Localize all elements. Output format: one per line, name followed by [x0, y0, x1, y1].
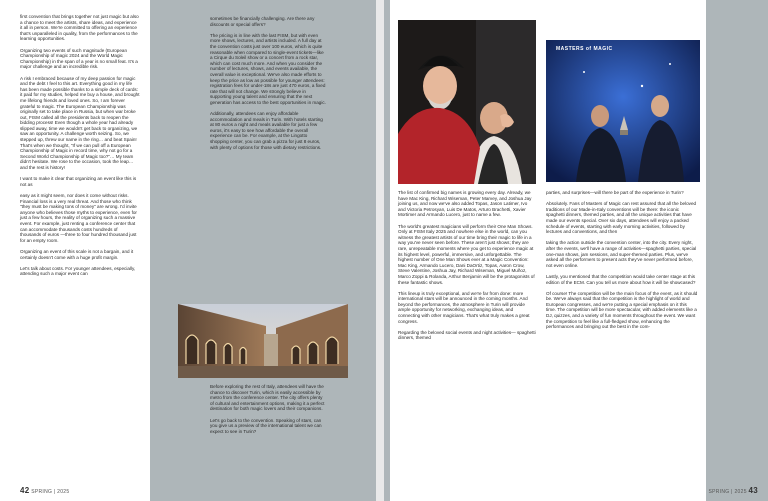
- paragraph: Regarding the beloved social events and night activities— spaghetti dinners, themed: [398, 329, 536, 341]
- paragraph: A risk I embraced because of my deep passion for magic and the debt I feel to this art. Everything good in my life has been made possible thanks to a simple deck of cards: it paid for my studies, helped me buy a house, and brought me lifelong friends and loved ones. So, I am forever grateful to magic. The European Championship was originally set to take place in Russia, but when war broke out, FISM called all the presidents back to reopen the bidding process! Even though a whole year had already slipped away, time we wouldn't get back to organizing, we saw an opportunity. A challenge worth seizing. So, we stepped up, threw our name in the ring… and beat Spain! That's when we thought, "If we can pull off a European Championship of Magic in record time, why not go for a Second World Championship of Magic too?"… My team didn't hesitate. We rose to the occasion, took the leap… and the rest is history!: [20, 75, 140, 171]
- right-page: [384, 0, 768, 501]
- paragraph: The pricing is in line with the last FISM, but with even more shows, lectures, and artists included. A full day at the convention costs just over 100 euros, which is quite reasonable when compared to single-event tickets—like a Cirque du Soleil show or a concert from a rock star, which can cost much more. And when you consider the number of lectures, shows, and events available, the overall value is exceptional. We've also made efforts to keep the price as low as possible for younger attendees: registration fees for under-18s are just 470 euros, a fixed rate that will not change. We strongly believe in supporting young talent and ensuring that the next generation has access to the best opportunities in magic.: [210, 32, 326, 105]
- paragraph: parties, and surprises—will there be part of the experience in Turin?: [546, 190, 684, 195]
- paragraph: first convention that brings together not just magic but also a chance to meet the artists, share ideas, and experience it all in person. We're committed to offering an experience that's unparalleled in quality, from the performances to the learning opportunities.: [20, 14, 139, 42]
- grey-edge-band-right: [706, 0, 768, 501]
- issue-label: SPRING | 2025: [708, 489, 747, 495]
- paragraph: Organizing an event of this scale is not a bargain, and it certainly doesn't come with a huge profit margin.: [20, 248, 134, 260]
- paragraph: Let's talk about costs. For younger attendees, especially, attending such a major event can: [20, 265, 136, 277]
- ornate-arcade-photo: [178, 304, 348, 378]
- paragraph: The list of confirmed big names is growing every day. Already, we have Mac King, Richard Wiseman, Peter Marvey, and Joshua Jay joining us, and now we've also added Topas, Jason Latimer, Ivo and Victoria Petrosyan, Luis De Matos, Arturo Brachetti, Xavier Mortimer and Armando Lucero, just to name a few.: [398, 190, 532, 218]
- paragraph: Let's go back to the convention. Speaking of stars, can you give us a preview of the international talent we can expect to see in Turin?: [210, 417, 322, 434]
- paragraph: Organizing two events of such magnitude (European Championship of magic 2024 and the World Magic Championship) in the span of a year is no small feat. It's a major challenge and an incredible risk.: [20, 47, 138, 70]
- page-gutter: [376, 0, 384, 501]
- paragraph: Lastly, you mentioned that the competition would take center stage at this edition of the ECM. Can you tell us more about how it will be showcased?: [546, 273, 696, 285]
- right-column-text-top: [210, 16, 326, 156]
- paragraph: Additionally, attendees can enjoy affordable accommodation and meals in Turin. With hotels starting at 80 euros a night and meals available for just a few euros, it's easy to see how affordable the overall experience can be. For example, at the Lingotto shopping center, you can grab a pizza for just 8 euros, with plenty of options for those with dietary restrictions.: [210, 111, 323, 150]
- magician-portrait-photo: [398, 20, 536, 184]
- page-footer-right: [709, 486, 758, 495]
- page-footer-left: [20, 486, 69, 495]
- paragraph: easy as it might seem, nor does it come without risks. Financial loss is a very real threat. And those who think "they must be making tons of money" are wrong. I'd invite anyone who believes those myths to experience, even for just a few hours, the reality of organizing such a massive event. For example, just renting a conference center that can accommodate thousands costs hundreds of thousands of euros —three to four hundred thousand just for an empty room.: [20, 193, 137, 243]
- right-column-text-bottom: [210, 384, 326, 440]
- paragraph: taking the action outside the convention center, into the city. Every night, after the events, we'll have a range of activities—spaghetti parties, special one-man shows, jam sessions, and super-themed parties. Plus, we've asked all the performers to present acts they've never performed before, not even online.: [546, 240, 697, 268]
- issue-label: SPRING | 2025: [31, 489, 70, 495]
- paragraph: This lineup is truly exceptional, and we're far from done: more international stars will be announced in the coming months. And beyond the performances, the atmosphere in Turin will provide ample opportunity for networking, exchanging ideas, and connecting with other magicians. That's what truly makes a great congress.: [398, 290, 530, 324]
- paragraph: The world's greatest magicians will perform their One Man Shows. Only at FISM Italy 2025 and nowhere else in the world, can you witness the greatest artists of our time bring their magic to life in a way you've never seen before. These aren't just shows; they are rare, unrepeatable moments where you get to experience magic at its highest level, powerful, immersive, and unforgettable. The highest number of One Man Shows ever at a Magic Convention: Mac King, Armando Lucero, Dani DaOrtiz, Topas, Aaron Crow, Steve Valentine, Joshua Jay, Richard Wiseman, Miguel Muñoz, Marco Zoppi & Rolanda, Arthur Benjamin will be the protagonists of these fantastic shows.: [398, 223, 535, 285]
- paragraph: Absolutely. Fans of Masters of Magic can rest assured that all the beloved traditions of our Made-in-Italy conventions will be there: the iconic spaghetti dinners, themed parties, and all the unique activities that have made our events special. Over six days, attendees will enjoy a packed schedule of events, starting with early morning activities, followed by lectures and conventions, and then: [546, 201, 697, 235]
- paragraph: sometimes be financially challenging. Are there any discounts or special offers?: [210, 16, 315, 27]
- right-page-column-1: [398, 190, 536, 347]
- award-ceremony-photo: [546, 40, 700, 182]
- paragraph: I want to make it clear that organizing an event like this is not as: [20, 176, 137, 187]
- paragraph: Of course! The competition will be the main focus of the event, as it should be. We've always said that the competition is the highlight of world and European congresses, and we're putting a special emphasis on it this time. The competition will be more spectacular, with added elements like a DJ, quizzes, and a variety of fun moments throughout the event. We want the competition to feel like a full-fledged show, enhancing the performances and bringing out the best in the com-: [546, 290, 698, 330]
- right-page-column-2: [546, 190, 698, 335]
- left-column-text: [20, 14, 140, 283]
- page-number: 43: [748, 486, 758, 495]
- left-page: [0, 0, 376, 501]
- grey-edge-band: [384, 0, 390, 501]
- paragraph: Before exploring the rest of Italy, attendees will have the chance to discover Turin, which is easily accessible by metro from the conference center. The city offers plenty of cultural and entertainment options, making it a perfect destination for both magic lovers and their companions.: [210, 384, 325, 412]
- photo-caption: MASTERS of MAGIC: [556, 46, 613, 52]
- page-number: 42: [20, 486, 30, 495]
